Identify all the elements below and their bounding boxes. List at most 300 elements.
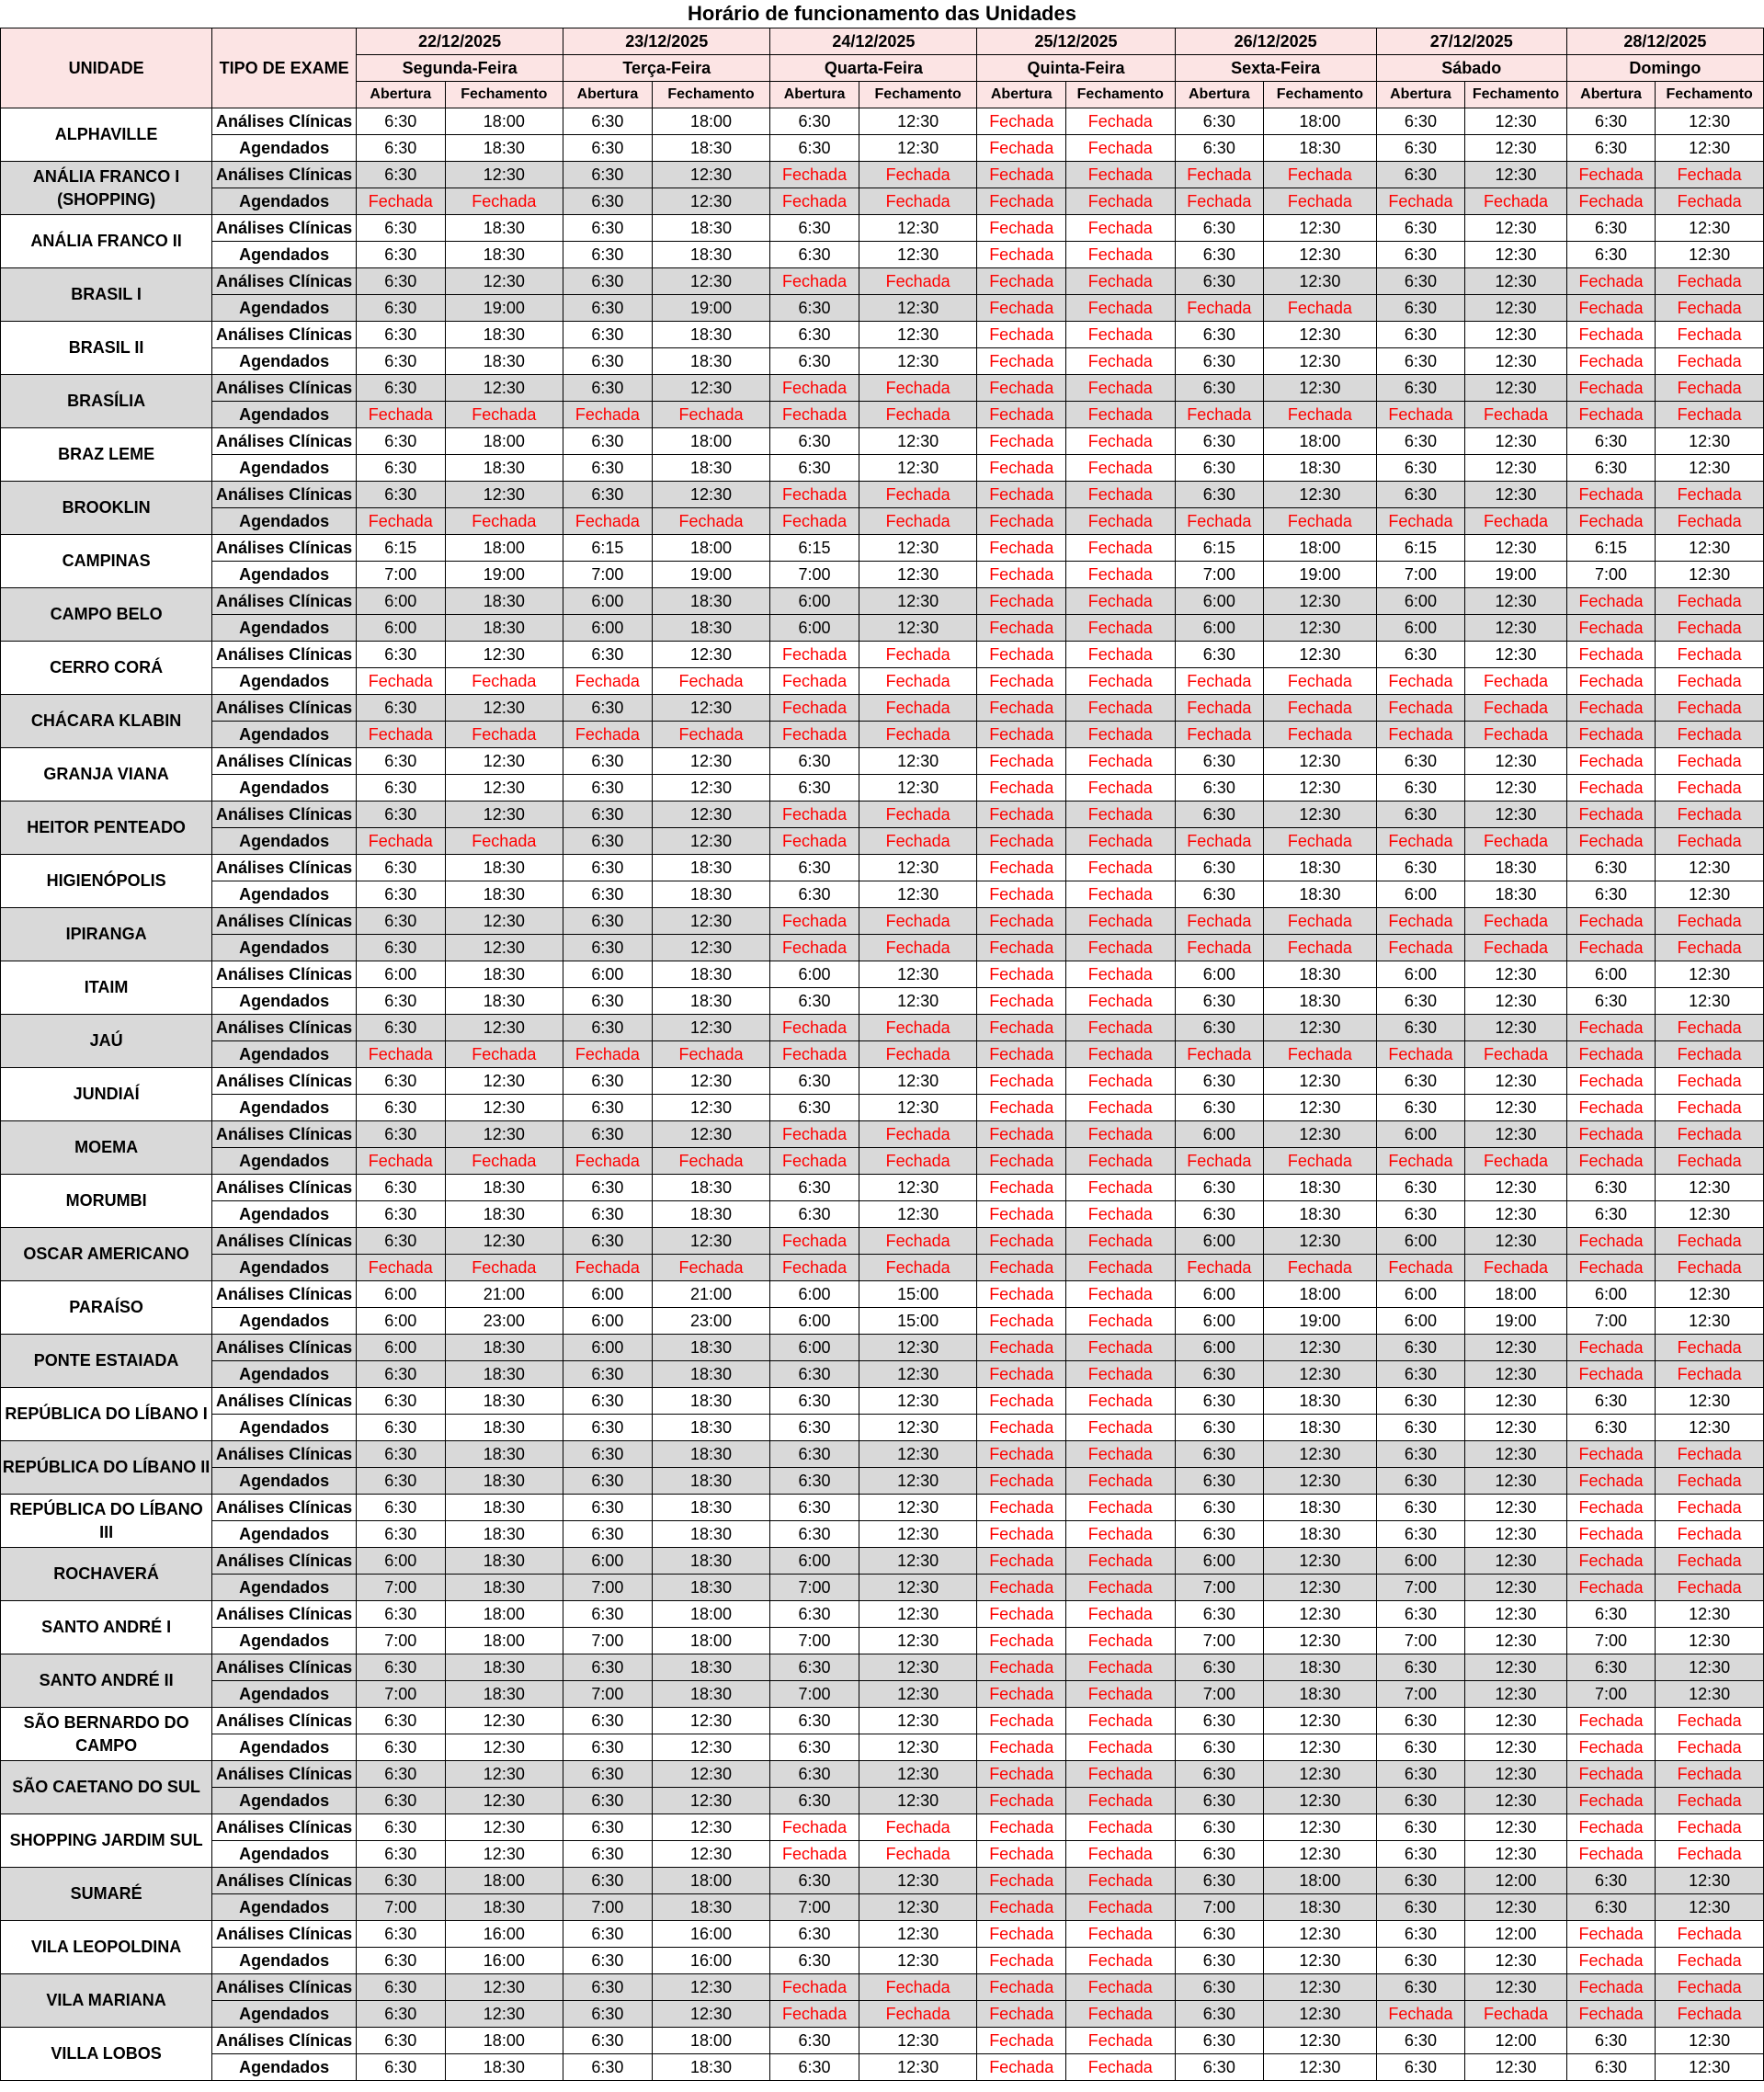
closed-cell: Fechada (770, 1255, 859, 1281)
closed-cell: Fechada (1065, 215, 1175, 242)
closing-time-cell: 12:30 (445, 482, 563, 508)
closing-time-cell: 12:30 (1465, 215, 1567, 242)
closing-time-cell: 12:30 (445, 2001, 563, 2028)
exam-type: Análises Clínicas (212, 1121, 357, 1148)
closing-time-cell: 18:00 (1264, 428, 1377, 455)
opening-time-cell: 6:30 (563, 1361, 653, 1388)
closed-cell: Fechada (652, 402, 770, 428)
closed-cell: Fechada (1065, 1095, 1175, 1121)
closed-cell: Fechada (977, 1201, 1066, 1228)
opening-header: Abertura (357, 82, 446, 108)
exam-type: Análises Clínicas (212, 1548, 357, 1575)
opening-time-cell: 6:30 (1175, 1068, 1264, 1095)
closed-cell: Fechada (652, 668, 770, 695)
closing-time-cell: 12:30 (445, 375, 563, 402)
closing-time-cell: 16:00 (445, 1921, 563, 1948)
table-row (1, 1548, 1764, 1575)
closing-time-cell: 12:30 (1264, 1974, 1377, 2001)
opening-time-cell: 6:30 (1566, 2054, 1656, 2081)
opening-time-cell: 6:00 (770, 1308, 859, 1335)
opening-time-cell: 6:30 (357, 935, 446, 961)
closing-time-cell: 12:30 (1264, 1228, 1377, 1255)
closed-cell: Fechada (1656, 1948, 1764, 1974)
closed-cell: Fechada (1264, 1041, 1377, 1068)
closed-cell: Fechada (1566, 162, 1656, 188)
closing-time-cell: 12:30 (652, 1761, 770, 1788)
closed-cell: Fechada (1065, 1894, 1175, 1921)
opening-time-cell: 6:00 (1376, 1548, 1465, 1575)
table-row (1, 1495, 1764, 1521)
closed-cell: Fechada (977, 1788, 1066, 1814)
closed-cell: Fechada (1065, 1361, 1175, 1388)
closing-time-cell: 12:30 (1264, 615, 1377, 642)
opening-time-cell: 6:30 (770, 1388, 859, 1415)
closing-time-cell: 12:30 (1264, 2001, 1377, 2028)
opening-time-cell: 6:30 (563, 1734, 653, 1761)
closed-cell: Fechada (1566, 695, 1656, 722)
exam-type: Agendados (212, 188, 357, 215)
closing-header: Fechamento (1065, 82, 1175, 108)
closed-cell: Fechada (1656, 695, 1764, 722)
closing-time-cell: 18:30 (445, 961, 563, 988)
closed-cell: Fechada (1465, 668, 1567, 695)
closing-time-cell: 12:30 (859, 1628, 977, 1654)
closing-time-cell: 12:30 (1264, 748, 1377, 775)
opening-time-cell: 6:30 (1566, 428, 1656, 455)
opening-time-cell: 6:30 (563, 1388, 653, 1415)
exam-type: Análises Clínicas (212, 855, 357, 881)
opening-time-cell: 6:30 (357, 1415, 446, 1441)
closed-cell: Fechada (1065, 295, 1175, 322)
exam-type: Análises Clínicas (212, 1388, 357, 1415)
closing-time-cell: 12:30 (1264, 1335, 1377, 1361)
closing-time-cell: 18:30 (1264, 135, 1377, 162)
unit-column-header: UNIDADE (1, 28, 212, 108)
closing-time-cell: 12:30 (1656, 215, 1764, 242)
closed-cell: Fechada (1566, 668, 1656, 695)
opening-time-cell: 6:30 (563, 1121, 653, 1148)
closing-time-cell: 12:30 (859, 1654, 977, 1681)
opening-time-cell: 6:00 (563, 1548, 653, 1575)
opening-time-cell: 6:00 (1175, 1335, 1264, 1361)
opening-time-cell: 6:30 (357, 1654, 446, 1681)
closing-time-cell: 12:30 (1656, 1628, 1764, 1654)
closed-cell: Fechada (1065, 1788, 1175, 1814)
exam-type: Análises Clínicas (212, 1814, 357, 1841)
opening-time-cell: 6:00 (770, 588, 859, 615)
opening-time-cell: 6:15 (1175, 535, 1264, 562)
exam-type: Agendados (212, 135, 357, 162)
opening-time-cell: 6:30 (357, 1761, 446, 1788)
opening-time-cell: 6:15 (357, 535, 446, 562)
opening-time-cell: 6:30 (563, 802, 653, 828)
opening-time-cell: 6:30 (1376, 348, 1465, 375)
opening-time-cell: 6:30 (563, 855, 653, 881)
opening-time-cell: 6:30 (1175, 108, 1264, 135)
closed-cell: Fechada (977, 1068, 1066, 1095)
closed-cell: Fechada (1465, 188, 1567, 215)
opening-time-cell: 6:00 (563, 615, 653, 642)
closing-time-cell: 12:30 (859, 242, 977, 268)
table-row (1, 1415, 1764, 1441)
opening-time-cell: 6:30 (563, 1841, 653, 1868)
closing-time-cell: 12:30 (1465, 535, 1567, 562)
closing-time-cell: 18:30 (1264, 855, 1377, 881)
closed-cell: Fechada (1264, 1255, 1377, 1281)
opening-time-cell: 6:30 (1175, 1095, 1264, 1121)
closing-time-cell: 12:30 (1465, 1521, 1567, 1548)
table-row (1, 961, 1764, 988)
closing-time-cell: 12:30 (1465, 375, 1567, 402)
opening-time-cell: 6:15 (770, 535, 859, 562)
closing-header: Fechamento (1264, 82, 1377, 108)
closing-time-cell: 12:30 (1264, 642, 1377, 668)
closed-cell: Fechada (859, 402, 977, 428)
opening-time-cell: 6:30 (357, 375, 446, 402)
closing-time-cell: 18:30 (652, 988, 770, 1015)
opening-time-cell: 6:30 (563, 1814, 653, 1841)
closing-time-cell: 18:30 (1264, 881, 1377, 908)
exam-type: Análises Clínicas (212, 1601, 357, 1628)
closed-cell: Fechada (1656, 1041, 1764, 1068)
opening-time-cell: 6:30 (1376, 1015, 1465, 1041)
closed-cell: Fechada (977, 1095, 1066, 1121)
closed-cell: Fechada (1065, 722, 1175, 748)
closing-header: Fechamento (652, 82, 770, 108)
closing-time-cell: 18:30 (1264, 1681, 1377, 1708)
closed-cell: Fechada (563, 722, 653, 748)
closing-time-cell: 12:30 (445, 1761, 563, 1788)
opening-time-cell: 6:30 (357, 802, 446, 828)
closing-time-cell: 12:30 (859, 1495, 977, 1521)
closed-cell: Fechada (652, 1255, 770, 1281)
sheet-title: Horário de funcionamento das Unidades (688, 2, 1076, 25)
opening-time-cell: 6:30 (357, 775, 446, 802)
closed-cell: Fechada (1264, 508, 1377, 535)
closing-time-cell: 12:30 (1465, 1814, 1567, 1841)
closed-cell: Fechada (977, 1308, 1066, 1335)
closed-cell: Fechada (1566, 268, 1656, 295)
closed-cell: Fechada (1175, 935, 1264, 961)
closing-time-cell: 18:30 (445, 135, 563, 162)
closed-cell: Fechada (1566, 1255, 1656, 1281)
opening-time-cell: 6:30 (563, 828, 653, 855)
closed-cell: Fechada (977, 1521, 1066, 1548)
opening-time-cell: 6:30 (357, 988, 446, 1015)
exam-type: Agendados (212, 1521, 357, 1548)
closed-cell: Fechada (977, 1121, 1066, 1148)
closing-time-cell: 12:30 (859, 1415, 977, 1441)
closed-cell: Fechada (859, 1255, 977, 1281)
closed-cell: Fechada (859, 188, 977, 215)
unit-name: HEITOR PENTEADO (1, 802, 212, 855)
closing-time-cell: 12:30 (1465, 1841, 1567, 1868)
unit-name: BRASIL II (1, 322, 212, 375)
opening-time-cell: 6:30 (357, 1121, 446, 1148)
opening-time-cell: 6:30 (1376, 1495, 1465, 1521)
closing-time-cell: 18:30 (652, 242, 770, 268)
opening-time-cell: 7:00 (770, 562, 859, 588)
opening-time-cell: 6:30 (770, 1068, 859, 1095)
closed-cell: Fechada (1065, 562, 1175, 588)
closed-cell: Fechada (977, 642, 1066, 668)
closed-cell: Fechada (859, 828, 977, 855)
closed-cell: Fechada (1264, 188, 1377, 215)
closing-time-cell: 18:00 (1264, 1281, 1377, 1308)
opening-time-cell: 6:30 (563, 375, 653, 402)
closed-cell: Fechada (770, 482, 859, 508)
closed-cell: Fechada (1465, 828, 1567, 855)
closed-cell: Fechada (1376, 908, 1465, 935)
opening-time-cell: 6:30 (1175, 2001, 1264, 2028)
closing-time-cell: 12:30 (859, 1575, 977, 1601)
closed-cell: Fechada (770, 1041, 859, 1068)
table-row (1, 562, 1764, 588)
table-row (1, 162, 1764, 188)
closed-cell: Fechada (1376, 2001, 1465, 2028)
closed-cell: Fechada (1065, 188, 1175, 215)
closing-time-cell: 12:30 (1465, 748, 1567, 775)
closing-time-cell: 12:30 (1465, 135, 1567, 162)
exam-type: Análises Clínicas (212, 1708, 357, 1734)
closed-cell: Fechada (1264, 828, 1377, 855)
opening-time-cell: 7:00 (563, 1681, 653, 1708)
opening-time-cell: 6:30 (357, 108, 446, 135)
table-header (1, 28, 1764, 108)
opening-time-cell: 6:30 (1376, 1788, 1465, 1814)
closed-cell: Fechada (1656, 1761, 1764, 1788)
closing-time-cell: 18:00 (445, 428, 563, 455)
closed-cell: Fechada (859, 935, 977, 961)
opening-time-cell: 7:00 (357, 1894, 446, 1921)
closing-time-cell: 12:30 (1465, 1548, 1567, 1575)
opening-time-cell: 6:30 (357, 455, 446, 482)
exam-type: Agendados (212, 988, 357, 1015)
table-row (1, 775, 1764, 802)
closed-cell: Fechada (770, 722, 859, 748)
closed-cell: Fechada (1065, 1761, 1175, 1788)
opening-time-cell: 6:30 (770, 1948, 859, 1974)
closed-cell: Fechada (1065, 348, 1175, 375)
closed-cell: Fechada (1376, 935, 1465, 961)
closed-cell: Fechada (1065, 642, 1175, 668)
opening-time-cell: 6:30 (1175, 322, 1264, 348)
closing-time-cell: 12:30 (859, 135, 977, 162)
closing-time-cell: 12:30 (859, 1734, 977, 1761)
closing-time-cell: 12:30 (1465, 961, 1567, 988)
closed-cell: Fechada (1065, 1228, 1175, 1255)
closing-header: Fechamento (1465, 82, 1567, 108)
closed-cell: Fechada (770, 668, 859, 695)
closed-cell: Fechada (1175, 1148, 1264, 1175)
closed-cell: Fechada (977, 1255, 1066, 1281)
closed-cell: Fechada (977, 1388, 1066, 1415)
closing-time-cell: 12:30 (445, 1228, 563, 1255)
opening-time-cell: 6:30 (1376, 322, 1465, 348)
opening-time-cell: 6:30 (1175, 1361, 1264, 1388)
closing-time-cell: 12:30 (445, 802, 563, 828)
closing-time-cell: 18:30 (445, 242, 563, 268)
closing-time-cell: 18:00 (652, 1628, 770, 1654)
closing-time-cell: 12:30 (652, 695, 770, 722)
closed-cell: Fechada (977, 1601, 1066, 1628)
table-row (1, 535, 1764, 562)
exam-type: Agendados (212, 508, 357, 535)
closing-time-cell: 18:30 (1264, 1388, 1377, 1415)
opening-time-cell: 6:30 (1376, 1388, 1465, 1415)
closing-time-cell: 12:30 (859, 1548, 977, 1575)
schedule-table (0, 28, 1764, 2081)
opening-time-cell: 6:30 (770, 1361, 859, 1388)
table-row (1, 322, 1764, 348)
closed-cell: Fechada (1065, 668, 1175, 695)
closing-time-cell: 12:30 (1264, 375, 1377, 402)
closed-cell: Fechada (977, 1575, 1066, 1601)
opening-time-cell: 6:30 (1566, 455, 1656, 482)
closed-cell: Fechada (1465, 722, 1567, 748)
table-row (1, 428, 1764, 455)
closing-time-cell: 18:30 (652, 1201, 770, 1228)
closed-cell: Fechada (1264, 908, 1377, 935)
table-row (1, 1041, 1764, 1068)
opening-time-cell: 6:30 (1376, 375, 1465, 402)
opening-time-cell: 6:30 (1376, 1175, 1465, 1201)
closed-cell: Fechada (1566, 188, 1656, 215)
closed-cell: Fechada (1656, 1335, 1764, 1361)
opening-time-cell: 6:30 (1566, 1601, 1656, 1628)
day-date-header: 27/12/2025 (1376, 28, 1566, 55)
closing-time-cell: 12:30 (859, 1788, 977, 1814)
closing-time-cell: 18:30 (652, 881, 770, 908)
opening-time-cell: 6:30 (1376, 1814, 1465, 1841)
table-row (1, 1201, 1764, 1228)
opening-time-cell: 6:30 (1376, 215, 1465, 242)
exam-type: Análises Clínicas (212, 268, 357, 295)
table-row (1, 482, 1764, 508)
opening-time-cell: 6:30 (563, 348, 653, 375)
closed-cell: Fechada (1376, 1148, 1465, 1175)
closing-time-cell: 12:30 (1264, 1841, 1377, 1868)
closing-time-cell: 18:30 (652, 1495, 770, 1521)
closing-time-cell: 12:30 (1465, 802, 1567, 828)
closed-cell: Fechada (977, 1841, 1066, 1868)
opening-time-cell: 6:30 (563, 935, 653, 961)
closed-cell: Fechada (977, 828, 1066, 855)
opening-time-cell: 6:30 (357, 2001, 446, 2028)
table-row (1, 588, 1764, 615)
opening-header: Abertura (770, 82, 859, 108)
closing-time-cell: 12:30 (1465, 1015, 1567, 1041)
opening-time-cell: 7:00 (1376, 562, 1465, 588)
opening-time-cell: 6:30 (1175, 1415, 1264, 1441)
closing-time-cell: 12:30 (1656, 108, 1764, 135)
closed-cell: Fechada (770, 828, 859, 855)
closed-cell: Fechada (1175, 508, 1264, 535)
opening-time-cell: 6:30 (1376, 1361, 1465, 1388)
exam-type: Análises Clínicas (212, 1015, 357, 1041)
opening-time-cell: 6:30 (1566, 1894, 1656, 1921)
table-row (1, 1095, 1764, 1121)
closing-time-cell: 12:30 (1264, 215, 1377, 242)
closing-time-cell: 12:30 (1656, 961, 1764, 988)
closed-cell: Fechada (1065, 242, 1175, 268)
closed-cell: Fechada (977, 162, 1066, 188)
closed-cell: Fechada (770, 1228, 859, 1255)
closed-cell: Fechada (859, 375, 977, 402)
closed-cell: Fechada (1175, 828, 1264, 855)
opening-time-cell: 6:30 (563, 908, 653, 935)
closed-cell: Fechada (1175, 668, 1264, 695)
closed-cell: Fechada (1065, 1841, 1175, 1868)
opening-time-cell: 6:30 (1376, 1868, 1465, 1894)
exam-type: Agendados (212, 1628, 357, 1654)
unit-name: BROOKLIN (1, 482, 212, 535)
opening-time-cell: 6:00 (1175, 588, 1264, 615)
closing-time-cell: 12:30 (1465, 162, 1567, 188)
closed-cell: Fechada (1566, 748, 1656, 775)
opening-time-cell: 6:00 (1175, 1548, 1264, 1575)
closing-time-cell: 12:30 (859, 748, 977, 775)
closed-cell: Fechada (1566, 1708, 1656, 1734)
closed-cell: Fechada (859, 1148, 977, 1175)
closing-time-cell: 12:30 (859, 535, 977, 562)
closing-time-cell: 12:30 (1264, 1734, 1377, 1761)
closing-time-cell: 12:30 (859, 2054, 977, 2081)
closed-cell: Fechada (859, 695, 977, 722)
closed-cell: Fechada (1065, 428, 1175, 455)
unit-name: SANTO ANDRÉ II (1, 1654, 212, 1708)
closed-cell: Fechada (1656, 508, 1764, 535)
closed-cell: Fechada (977, 775, 1066, 802)
closed-cell: Fechada (977, 562, 1066, 588)
exam-type: Análises Clínicas (212, 1868, 357, 1894)
closed-cell: Fechada (1065, 1708, 1175, 1734)
table-row (1, 988, 1764, 1015)
opening-time-cell: 6:30 (357, 268, 446, 295)
table-row (1, 855, 1764, 881)
closing-time-cell: 18:30 (445, 1575, 563, 1601)
exam-type: Agendados (212, 828, 357, 855)
closed-cell: Fechada (1566, 1761, 1656, 1788)
opening-time-cell: 6:30 (770, 135, 859, 162)
opening-time-cell: 6:30 (357, 1948, 446, 1974)
closed-cell: Fechada (770, 402, 859, 428)
closed-cell: Fechada (1175, 1255, 1264, 1281)
opening-time-cell: 6:30 (1175, 748, 1264, 775)
closed-cell: Fechada (977, 1441, 1066, 1468)
closed-cell: Fechada (445, 1255, 563, 1281)
closing-time-cell: 12:30 (445, 1734, 563, 1761)
opening-time-cell: 6:30 (770, 775, 859, 802)
opening-time-cell: 6:30 (563, 482, 653, 508)
closing-time-cell: 18:00 (652, 535, 770, 562)
closing-time-cell: 12:30 (1264, 1628, 1377, 1654)
closing-time-cell: 18:30 (1264, 988, 1377, 1015)
closed-cell: Fechada (563, 508, 653, 535)
table-row (1, 1974, 1764, 2001)
opening-time-cell: 6:30 (1376, 428, 1465, 455)
table-row (1, 188, 1764, 215)
opening-time-cell: 6:30 (563, 1601, 653, 1628)
opening-time-cell: 6:30 (1175, 1868, 1264, 1894)
closed-cell: Fechada (1656, 1121, 1764, 1148)
unit-name: REPÚBLICA DO LÍBANO III (1, 1495, 212, 1548)
unit-name: JAÚ (1, 1015, 212, 1068)
day-date-header: 28/12/2025 (1566, 28, 1763, 55)
closing-time-cell: 12:30 (1465, 1201, 1567, 1228)
opening-time-cell: 6:30 (357, 855, 446, 881)
closing-time-cell: 12:30 (1264, 348, 1377, 375)
